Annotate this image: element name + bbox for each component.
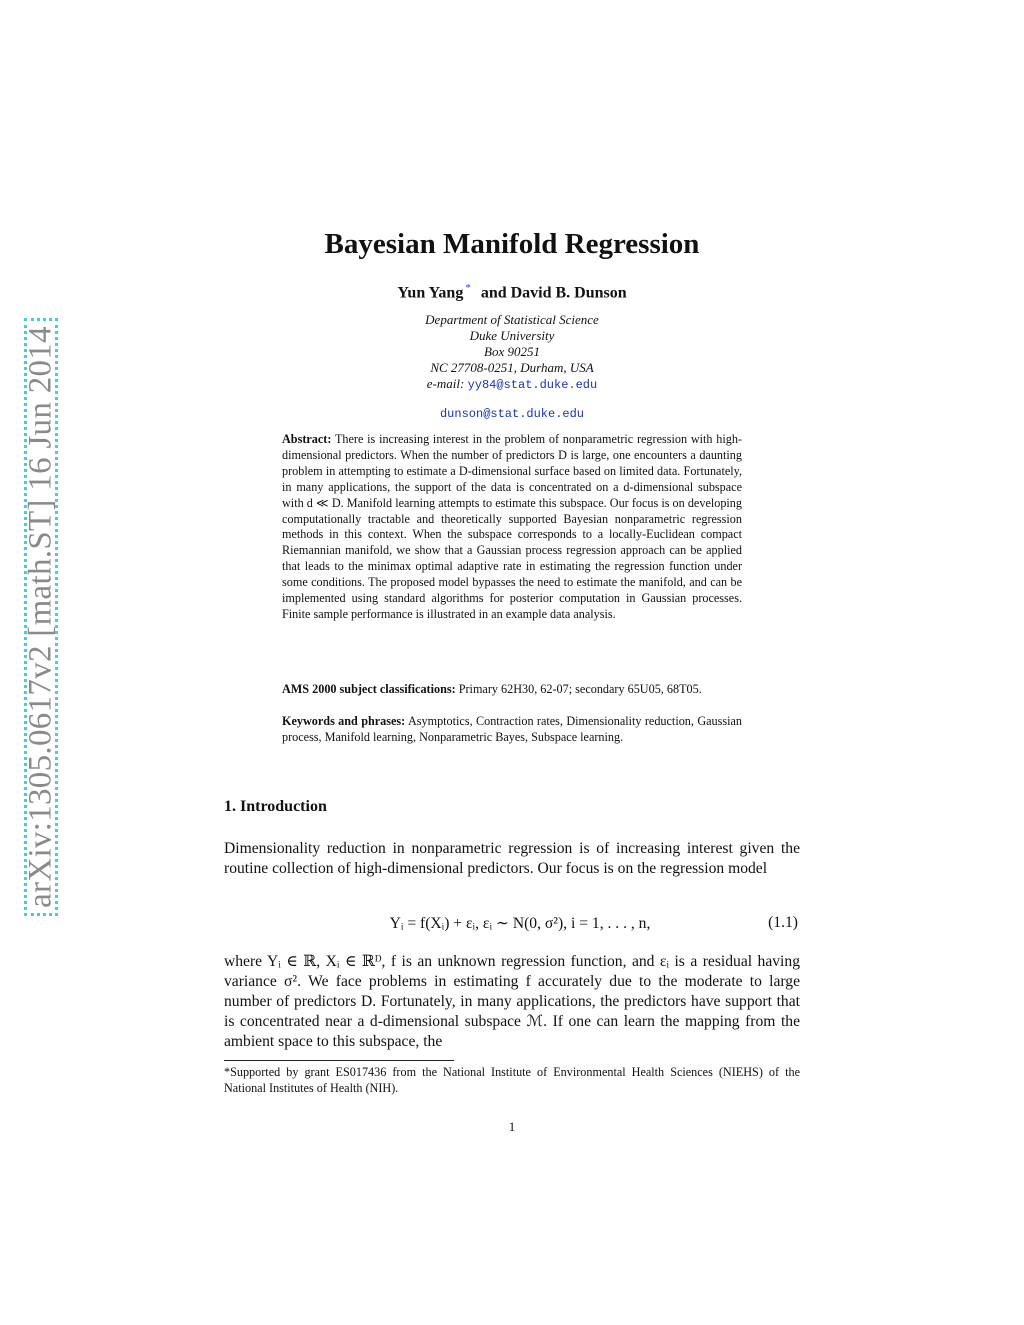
abstract-label: Abstract:: [282, 432, 332, 446]
intro-paragraph-1: Dimensionality reduction in nonparametric regression is of increasing interest given the routine collection of high-dimensional predictors. Our focus is on the regression model: [224, 840, 800, 877]
ams-classification: [282, 682, 742, 698]
email-line-2: [0, 406, 1024, 421]
affiliation-email-line: [0, 376, 1024, 393]
section-number: 1.: [224, 798, 236, 815]
affiliation-univ: Duke University: [469, 328, 555, 343]
ams-text: Primary 62H30, 62-07; secondary 65U05, 68T05.: [458, 682, 702, 696]
email-link-2[interactable]: dunson@stat.duke.edu: [439, 407, 585, 421]
section-title: Introduction: [240, 798, 327, 815]
equation-body: Yᵢ = f(Xᵢ) + εᵢ, εᵢ ∼ N(0, σ²), i = 1, . . . , n,: [389, 915, 651, 932]
footnote-marker[interactable]: *: [465, 282, 471, 294]
affiliation-city: NC 27708-0251, Durham, USA: [430, 360, 594, 375]
intro-paragraph-2: where Yᵢ ∈ ℝ, Xᵢ ∈ ℝᴰ, f is an unknown regression function, and εᵢ is a residual having variance σ². We face problems in estimating f accurately due to the moderate to large number of predictors D. Fortunately, in many applications, the predictors have support that is concentrated near a d-dimensional subspace ℳ. If one can learn the mapping from the ambient space to this subspace, the: [224, 953, 800, 1050]
arxiv-stamp-text[interactable]: arXiv:1305.0617v2 [math.ST] 16 Jun 2014: [22, 326, 59, 908]
equation-number[interactable]: (1.1): [768, 914, 798, 931]
equation-1-1: [224, 914, 800, 936]
affiliation-dept: Department of Statistical Science: [425, 312, 599, 327]
section-heading: [224, 798, 327, 816]
keywords-text: Asymptotics, Contraction rates, Dimensionality reduction, Gaussian process, Manifold learning, Nonparametric Bayes, Subspace learning.: [282, 714, 743, 744]
abstract-text: There is increasing interest in the problem of nonparametric regression with high-dimensional predictors. When the number of predictors D is large, one encounters a daunting problem in attempting to estimate a D-dimensional surface based on limited data. Fortunately, in many applications, the support of the data is concentrated on a d-dimensional subspace with d ≪ D. Manifold learning attempts to estimate this subspace. Our focus is on developing computationally tractable and theoretically supported Bayesian nonparametric regression methods in this context. When the subspace corresponds to a locally-Euclidean compact Riemannian manifold, we show that a Gaussian process regression approach can be applied that leads to the minimax optimal adaptive rate in estimating the regression function under some conditions. The proposed model bypasses the need to estimate the manifold, and can be implemented using standard algorithms for posterior computation in Gaussian processes. Finite sample performance is illustrated in an example data analysis.: [282, 432, 742, 621]
affiliation-box: Box 90251: [484, 344, 540, 359]
page-number: 1: [508, 1119, 516, 1134]
ams-label: AMS 2000 subject classifications:: [282, 682, 456, 696]
keywords-label: Keywords and phrases:: [282, 714, 406, 728]
abstract: [282, 432, 742, 623]
author-2: and David B. Dunson: [480, 284, 627, 302]
footnote: *Supported by grant ES017436 from the National Institute of Environmental Health Sciences (NIEHS) of the National Institutes of Health (NIH).: [224, 1065, 800, 1095]
affiliation: [0, 312, 1024, 393]
email-link-1[interactable]: yy84@stat.duke.edu: [467, 378, 598, 392]
author-1: Yun Yang: [397, 284, 464, 302]
keywords: [282, 714, 742, 746]
author-line: [0, 282, 1024, 302]
email-label: e-mail:: [426, 376, 465, 391]
paper-title: Bayesian Manifold Regression: [324, 228, 700, 260]
footnote-rule: [224, 1060, 454, 1061]
